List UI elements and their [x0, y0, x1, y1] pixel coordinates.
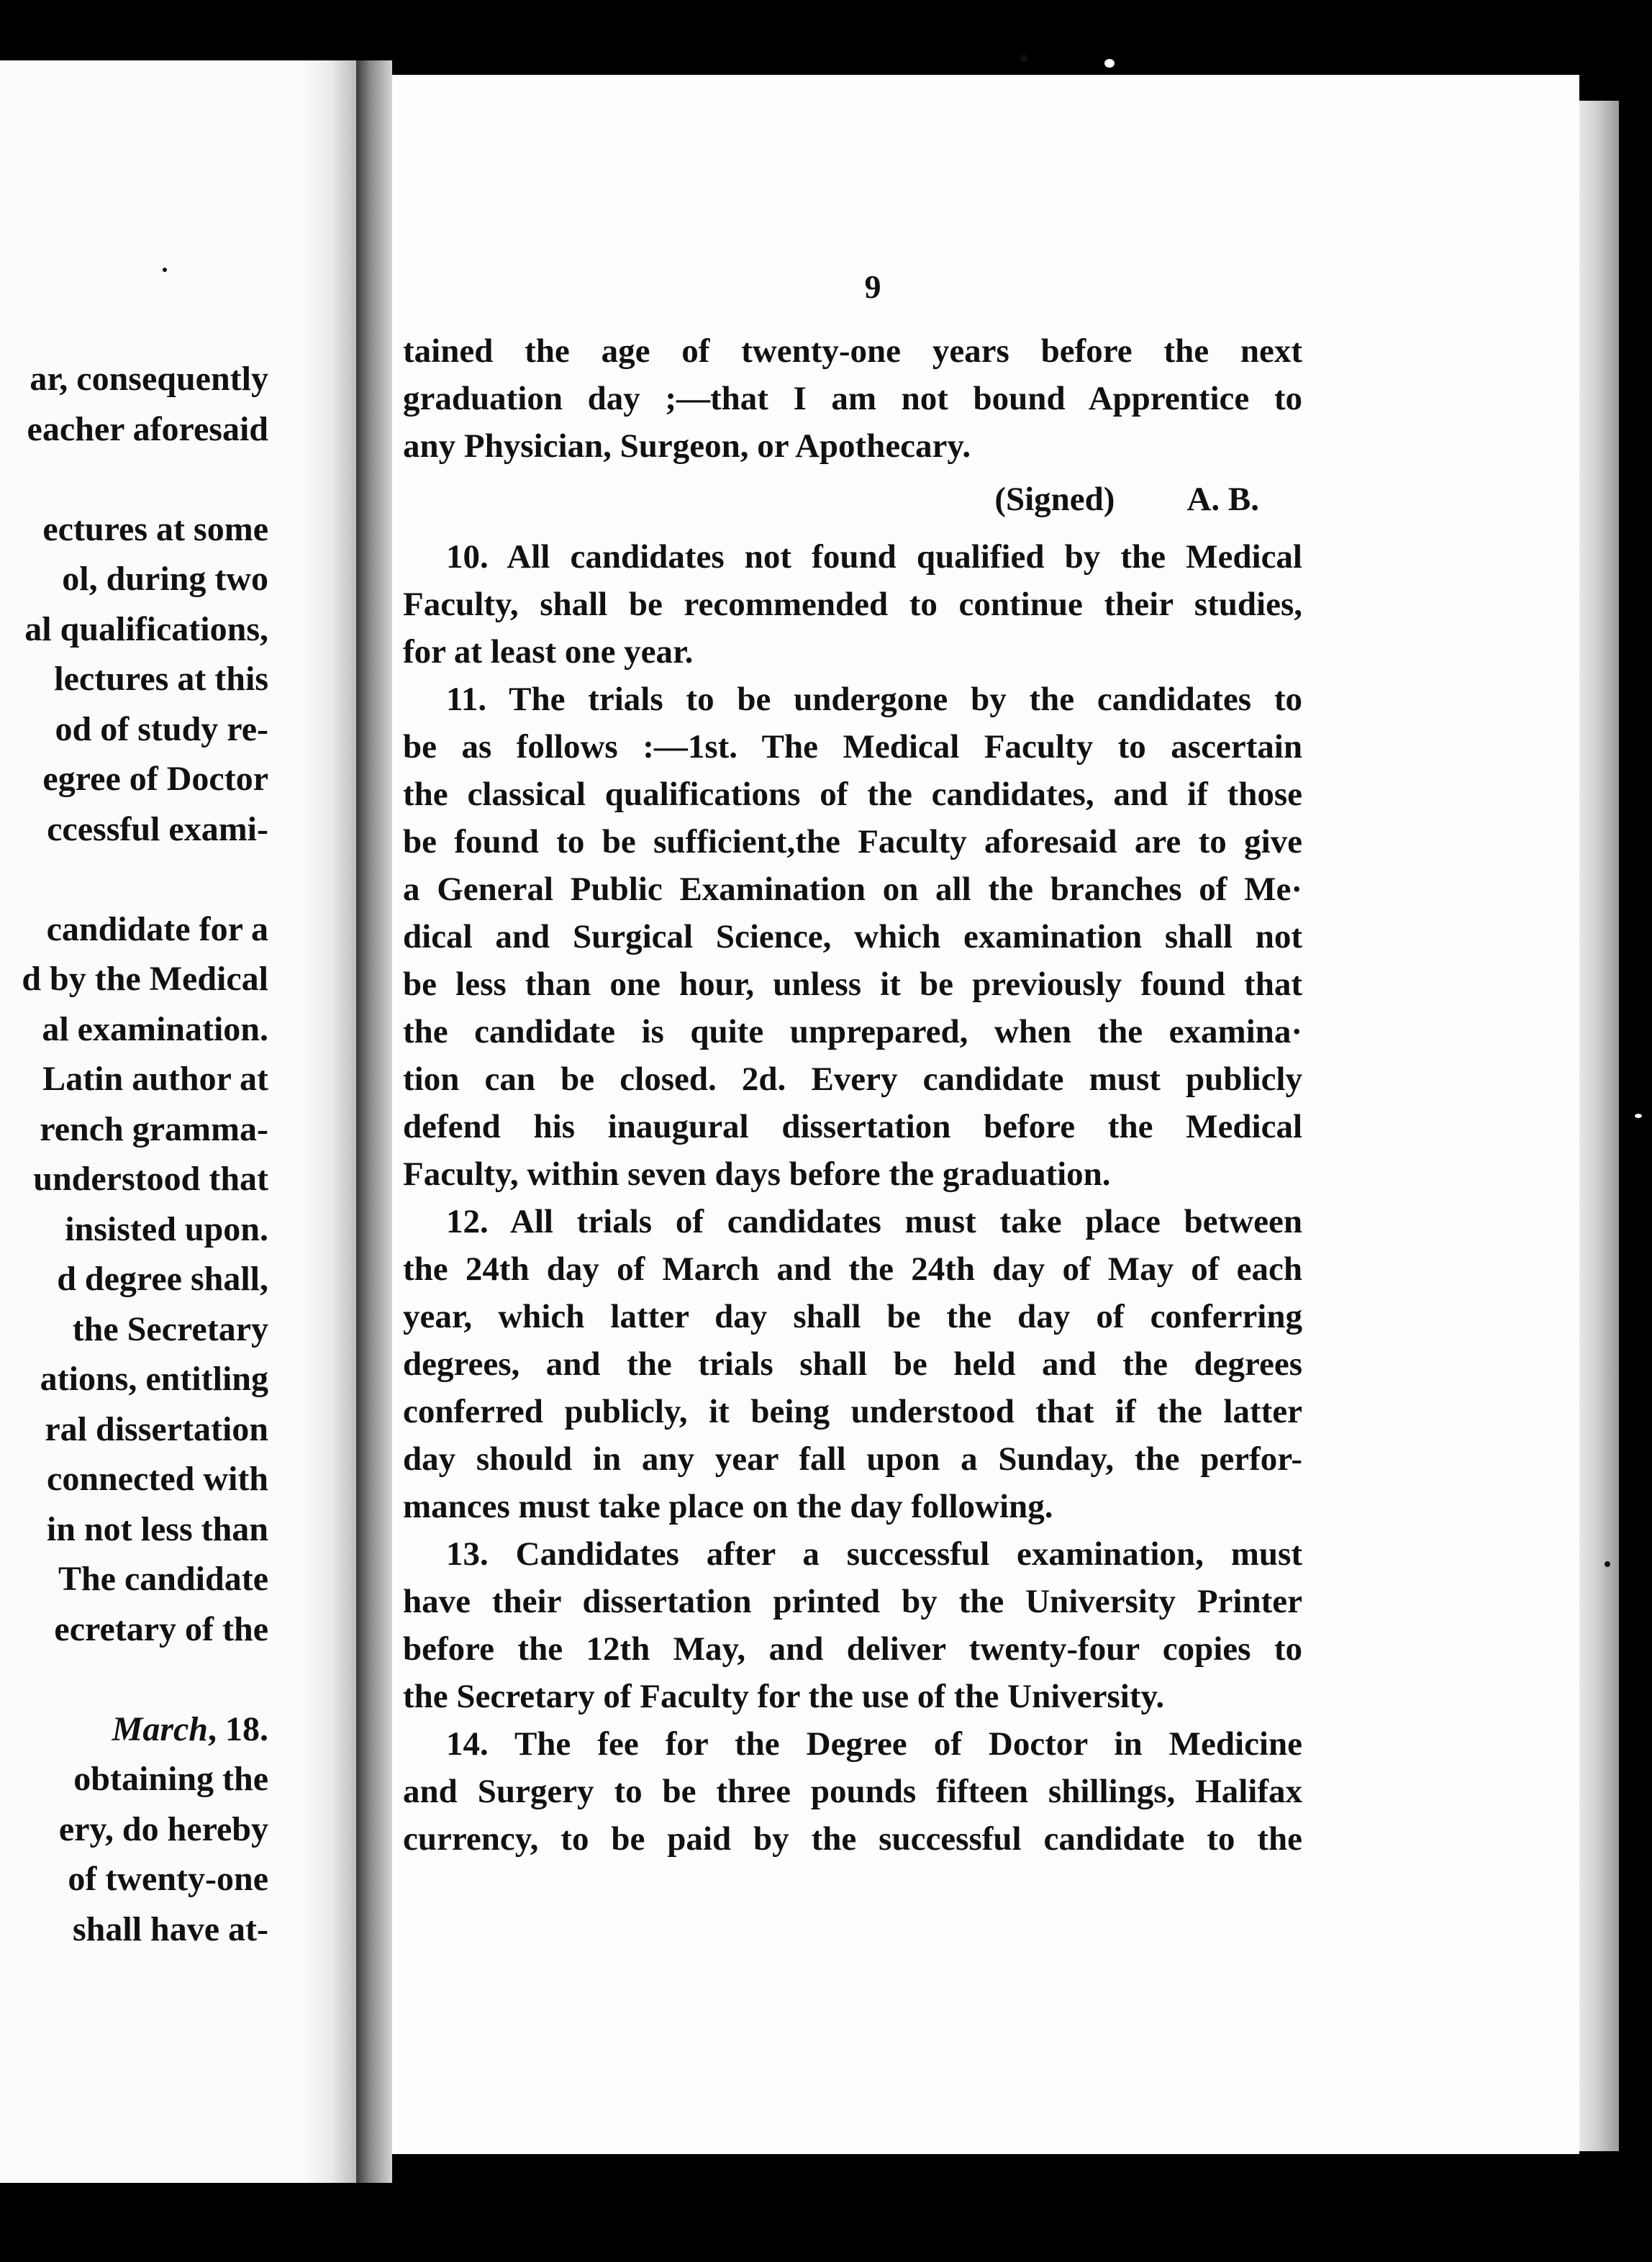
para-10-line: for at least one year. — [403, 633, 694, 671]
left-line: The candidate — [58, 1560, 268, 1598]
left-line: obtaining the — [73, 1760, 268, 1798]
left-line-gap — [0, 454, 268, 504]
left-line: d degree shall, — [57, 1260, 268, 1298]
para-11-line: defend his inaugural dissertation before the Medical — [403, 1108, 1302, 1145]
left-line-gap — [0, 1654, 268, 1704]
text-line: tained the age of twenty-one years before the next — [403, 332, 1302, 370]
scan-speck — [1020, 55, 1027, 62]
left-line: connected with — [47, 1460, 268, 1498]
signature-label: (Signed) — [994, 481, 1115, 518]
right-page-edge — [1579, 101, 1619, 2151]
para-12-line: degrees, and the trials shall be held and the degrees — [403, 1345, 1302, 1383]
left-line: lectures at this — [54, 660, 268, 698]
left-line: the Secretary — [72, 1309, 268, 1348]
left-line: eacher aforesaid — [27, 409, 268, 448]
scan-speck — [1104, 59, 1115, 68]
scan-speck — [163, 268, 167, 272]
left-line: insisted upon. — [65, 1209, 268, 1248]
para-12-line: 12. All trials of candidates must take place between — [446, 1203, 1302, 1240]
para-11-line: be found to be sufficient,the Faculty aforesaid are to give — [403, 823, 1302, 860]
para-12-line: day should in any year fall upon a Sunday, the perfor- — [403, 1440, 1302, 1478]
para-11-line: tion can be closed. 2d. Every candidate must publicly — [403, 1060, 1302, 1098]
left-line: ccessful exami- — [47, 809, 268, 848]
scan-speck — [1605, 1561, 1610, 1567]
para-12-line: conferred publicly, it being understood that if the latter — [403, 1393, 1302, 1430]
left-line: egree of Doctor — [42, 760, 268, 798]
para-14-line: 14. The fee for the Degree of Doctor in Medicine — [446, 1725, 1302, 1763]
book-binding-shadow — [356, 60, 392, 2183]
right-page-text — [403, 327, 1302, 1863]
para-10-line: Faculty, shall be recommended to continue their studies, — [403, 586, 1302, 623]
left-line: in not less than — [46, 1509, 268, 1548]
left-line: ery, do hereby — [58, 1809, 268, 1848]
left-line: al qualifications, — [24, 609, 268, 648]
left-line: shall have at- — [72, 1909, 268, 1948]
para-13-line: 13. Candidates after a successful examination, must — [446, 1535, 1302, 1573]
scan-speck — [1635, 1114, 1642, 1118]
para-11-line: 11. The trials to be undergone by the candidates to — [446, 681, 1302, 718]
left-line: od of study re- — [55, 709, 268, 748]
para-13-line: have their dissertation printed by the University Printer — [403, 1583, 1302, 1620]
left-facing-page — [0, 60, 356, 2183]
left-line: ar, consequently — [30, 360, 268, 398]
para-12-line: year, which latter day shall be the day of conferring — [403, 1298, 1302, 1335]
left-line: of twenty-one — [68, 1860, 268, 1898]
signature-line — [403, 476, 1302, 523]
para-12-line: mances must take place on the day following. — [403, 1488, 1053, 1525]
left-line: rench gramma- — [40, 1109, 268, 1148]
para-11-line: the classical qualifications of the candidates, and if those — [403, 776, 1302, 813]
left-line: ol, during two — [62, 560, 268, 598]
left-line: candidate for a — [46, 909, 268, 948]
para-12-line: the 24th day of March and the 24th day of May of each — [403, 1250, 1302, 1288]
signature-initials: A. B. — [1186, 481, 1259, 518]
para-11-line: be as follows :—1st. The Medical Faculty to ascertain — [403, 728, 1302, 766]
para-14-line: and Surgery to be three pounds fifteen shillings, Halifax — [403, 1773, 1302, 1810]
para-14-line: currency, to be paid by the successful candidate to the — [403, 1820, 1302, 1858]
para-11-line: the candidate is quite unprepared, when the examina· — [403, 1013, 1302, 1050]
text-line: graduation day ;—that I am not bound Apprentice to — [403, 380, 1302, 417]
para-11-line: Faculty, within seven days before the graduation. — [403, 1155, 1111, 1193]
para-11-line: dical and Surgical Science, which examination shall not — [403, 918, 1302, 955]
left-line: ral dissertation — [45, 1409, 268, 1448]
left-line: Latin author at — [42, 1060, 268, 1098]
para-11-line: a General Public Examination on all the branches of Me· — [403, 871, 1302, 908]
left-line-date: March, 18. — [112, 1709, 268, 1748]
left-line: ations, entitling — [40, 1360, 268, 1398]
para-11-line: be less than one hour, unless it be previously found that — [403, 966, 1302, 1003]
left-line: understood that — [33, 1160, 268, 1198]
para-13-line: before the 12th May, and deliver twenty-four copies to — [403, 1630, 1302, 1668]
page-number: 9 — [864, 268, 881, 305]
para-13-line: the Secretary of Faculty for the use of the University. — [403, 1678, 1165, 1715]
left-page-text — [0, 354, 268, 1954]
left-line: d by the Medical — [22, 960, 268, 998]
para-10-line: 10. All candidates not found qualified by the Medical — [446, 538, 1302, 576]
left-line: al examination. — [42, 1009, 268, 1048]
left-line-gap — [0, 854, 268, 904]
text-line: any Physician, Surgeon, or Apothecary. — [403, 427, 971, 465]
left-line: ecretary of the — [54, 1609, 268, 1648]
left-line: ectures at some — [42, 509, 268, 548]
left-page-gutter-shadow — [302, 60, 356, 2183]
